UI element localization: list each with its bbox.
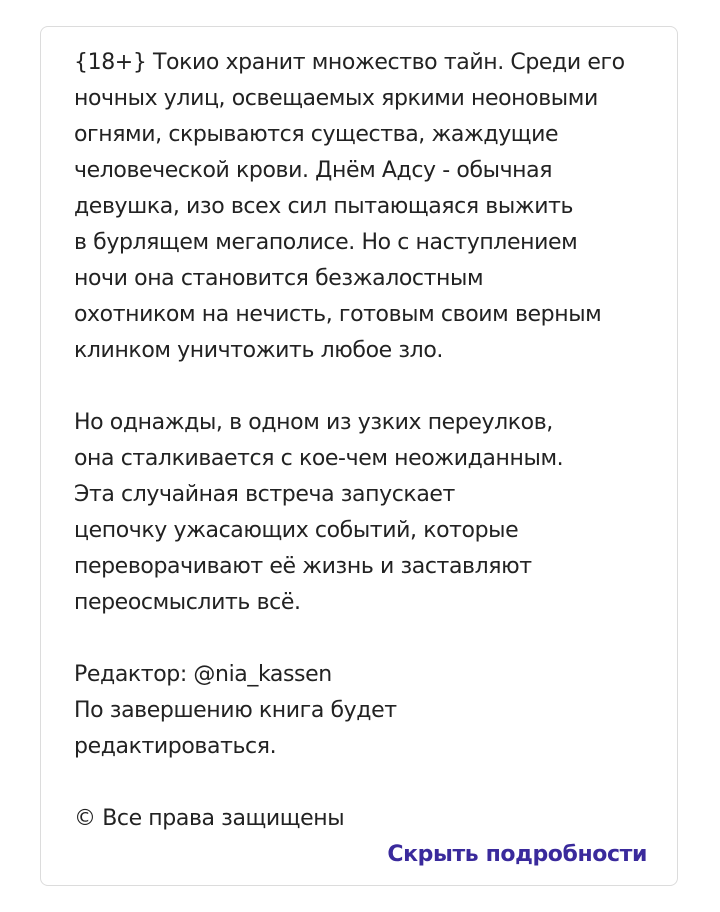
description-line: Эта случайная встреча запускает <box>74 482 455 507</box>
description-line: переосмыслить всё. <box>74 590 301 615</box>
description-line: редактироваться. <box>74 734 277 759</box>
description-line: Но однажды, в одном из узких переулков, <box>74 410 553 435</box>
description-line: По завершению книга будет <box>74 698 397 723</box>
description-line: переворачивают её жизнь и заставляют <box>74 554 532 579</box>
description-line: в бурлящем мегаполисе. Но с наступлением <box>74 230 578 255</box>
hide-details-button[interactable]: Скрыть подробности <box>387 842 647 867</box>
description-line: человеческой крови. Днём Адсу - обычная <box>74 158 553 183</box>
description-line: цепочку ужасающих событий, которые <box>74 518 519 543</box>
description-line: клинком уничтожить любое зло. <box>74 338 443 363</box>
paragraph-spacer <box>74 369 664 405</box>
description-card <box>40 26 678 886</box>
description-line: она сталкивается с кое-чем неожиданным. <box>74 446 564 471</box>
description-line: ночных улиц, освещаемых яркими неоновыми <box>74 86 598 111</box>
paragraph-spacer <box>74 765 664 801</box>
copyright-notice: © Все права защищены <box>74 806 345 831</box>
description-line: девушка, изо всех сил пытающаяся выжить <box>74 194 574 219</box>
story-description <box>74 45 664 837</box>
description-line: охотником на нечисть, готовым своим верным <box>74 302 602 327</box>
paragraph-spacer <box>74 621 664 657</box>
editor-credit: Редактор: @nia_kassen <box>74 662 332 687</box>
description-line: огнями, скрываются существа, жаждущие <box>74 122 559 147</box>
description-line: {18+} Токио хранит множество тайн. Среди его <box>74 50 625 75</box>
description-line: ночи она становится безжалостным <box>74 266 484 291</box>
